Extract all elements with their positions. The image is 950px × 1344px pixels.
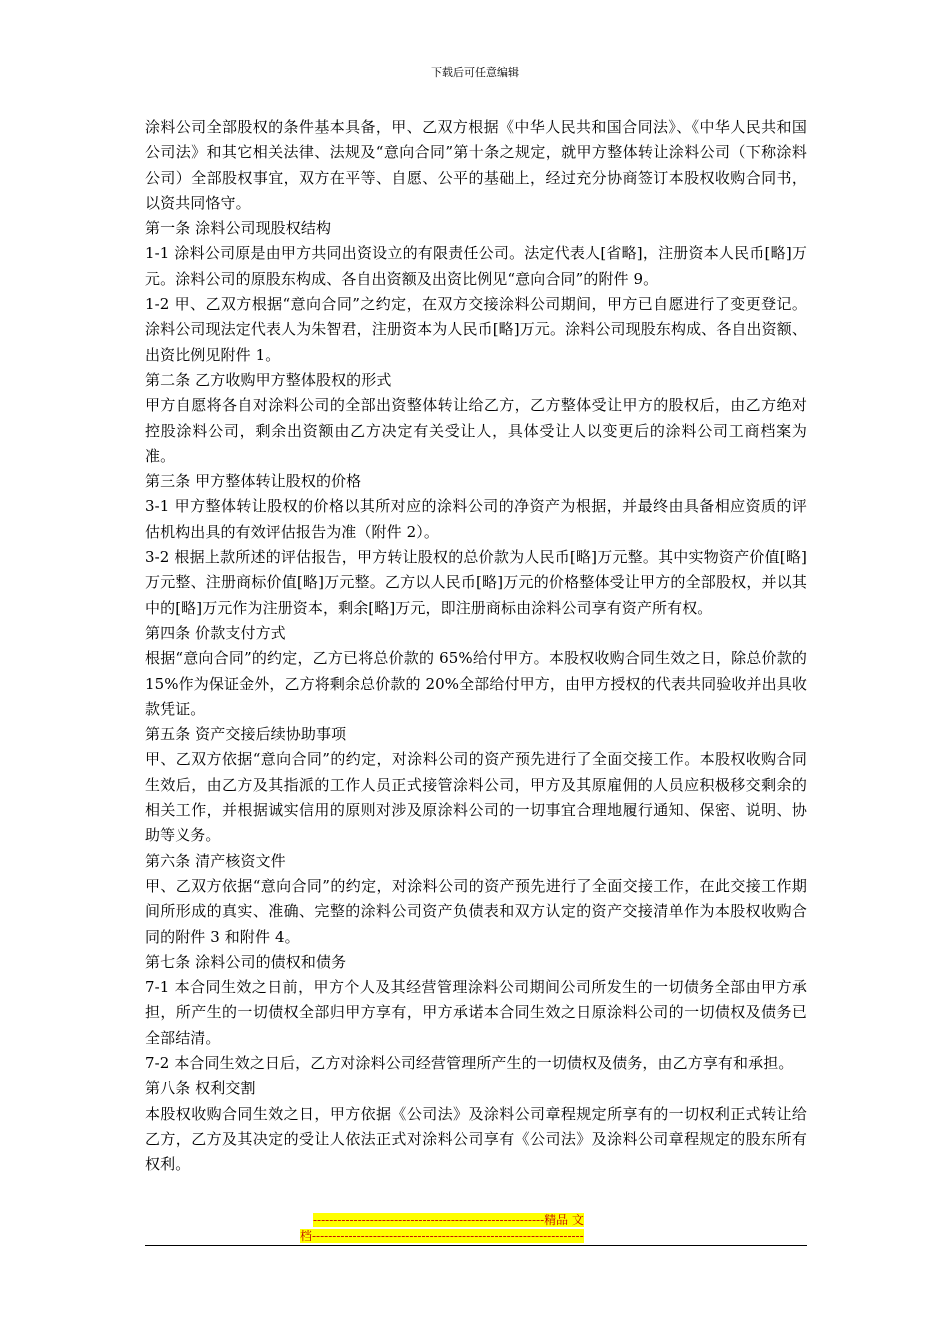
article-2-heading: 第二条 乙方收购甲方整体股权的形式 bbox=[145, 370, 392, 389]
footer-divider bbox=[145, 1245, 807, 1246]
article-7-heading: 第七条 涂料公司的债权和债务 bbox=[145, 952, 347, 971]
article-5-body: 甲、乙双方依据“意向合同”的约定，对涂料公司的资产预先进行了全面交接工作。本股权收购合同生效后，由乙方及其指派的工作人员正式接管涂料公司，甲方及其原雇佣的人员应积极移交剩余的相关工作，并根据诚实信用的原则对涉及原涂料公司的一切事宜合理地履行通知、保密、说明、协助等义务。 bbox=[145, 750, 807, 845]
article-4-body: 根据“意向合同”的约定，乙方已将总价款的 65%给付甲方。本股权收购合同生效之日，除总价款的 15%作为保证金外，乙方将剩余总价款的 20%全部给付甲方，由甲方授权的代表共同验收并出具收款凭证。 bbox=[145, 649, 807, 718]
article-6-heading: 第六条 清产核资文件 bbox=[145, 851, 286, 870]
footer-watermark-banner bbox=[300, 1212, 652, 1244]
article-4-heading: 第四条 价款支付方式 bbox=[145, 623, 286, 642]
article-3-heading: 第三条 甲方整体转让股权的价格 bbox=[145, 472, 362, 491]
banner-line-1: ---------------------------------------------------------精品 文 bbox=[313, 1213, 584, 1227]
article-5-heading: 第五条 资产交接后续协助事项 bbox=[145, 725, 347, 744]
article-8-body: 本股权收购合同生效之日，甲方依据《公司法》及涂料公司章程规定所享有的一切权利正式转让给乙方，乙方及其决定的受让人依法正式对涂料公司享有《公司法》及涂料公司章程规定的股东所有权利。 bbox=[145, 1104, 807, 1174]
article-6-body: 甲、乙双方依据“意向合同”的约定，对涂料公司的资产预先进行了全面交接工作，在此交接工作期间所形成的真实、准确、完整的涂料公司资产负债表和双方认定的资产交接清单作为本股权收购合同的附件 3 和附件 4。 bbox=[145, 876, 807, 946]
clause-1-2: 1-2 甲、乙双方根据“意向合同”之约定，在双方交接涂料公司期间，甲方已自愿进行了变更登记。涂料公司现法定代表人为朱智君，注册资本为人民币[略]万元。涂料公司现股东构成、各自出资额、出资比例见附件 1。 bbox=[145, 295, 807, 364]
article-8-heading: 第八条 权利交割 bbox=[145, 1079, 256, 1098]
document-body bbox=[145, 115, 807, 1177]
clause-3-2: 3-2 根据上款所述的评估报告，甲方转让股权的总价款为人民币[略]万元整。其中实物资产价值[略]万元整、注册商标价值[略]万元整。乙方以人民币[略]万元的价格整体受让甲方的全部股权，并以其中的[略]万元作为注册资本，剩余[略]万元，即注册商标由涂料公司享有资产所有权。 bbox=[145, 548, 807, 617]
clause-1-1: 1-1 涂料公司原是由甲方共同出资设立的有限责任公司。法定代表人[省略]，注册资本人民币[略]万元。涂料公司的原股东构成、各自出资额及出资比例见“意向合同”的附件 9。 bbox=[145, 244, 807, 288]
page-header-note: 下载后可任意编辑 bbox=[431, 66, 519, 79]
clause-7-1: 7-1 本合同生效之日前，甲方个人及其经营管理涂料公司期间公司所发生的一切债务全部由甲方承担，所产生的一切债权全部归甲方享有，甲方承诺本合同生效之日原涂料公司的一切债权及债务已全部结清。 bbox=[145, 978, 807, 1047]
article-1-heading: 第一条 涂料公司现股权结构 bbox=[145, 219, 332, 238]
intro-paragraph: 涂料公司全部股权的条件基本具备，甲、乙双方根据《中华人民共和国合同法》、《中华人民共和国公司法》和其它相关法律、法规及“意向合同”第十条之规定，就甲方整体转让涂料公司（下称涂料公司）全部股权事宜，双方在平等、自愿、公平的基础上，经过充分协商签订本股权收购合同书，以资共同恪守。 bbox=[145, 118, 807, 212]
clause-3-1: 3-1 甲方整体转让股权的价格以其所对应的涂料公司的净资产为根据，并最终由具备相应资质的评估机构出具的有效评估报告为准（附件 2）。 bbox=[145, 497, 807, 541]
banner-line-2: 档------------------------------------------------------------------- bbox=[300, 1229, 584, 1243]
article-2-body: 甲方自愿将各自对涂料公司的全部出资整体转让给乙方，乙方整体受让甲方的股权后，由乙方绝对控股涂料公司，剩余出资额由乙方决定有关受让人，具体受让人以变更后的涂料公司工商档案为准。 bbox=[145, 396, 807, 465]
clause-7-2: 7-2 本合同生效之日后，乙方对涂料公司经营管理所产生的一切债权及债务，由乙方享有和承担。 bbox=[145, 1053, 794, 1072]
